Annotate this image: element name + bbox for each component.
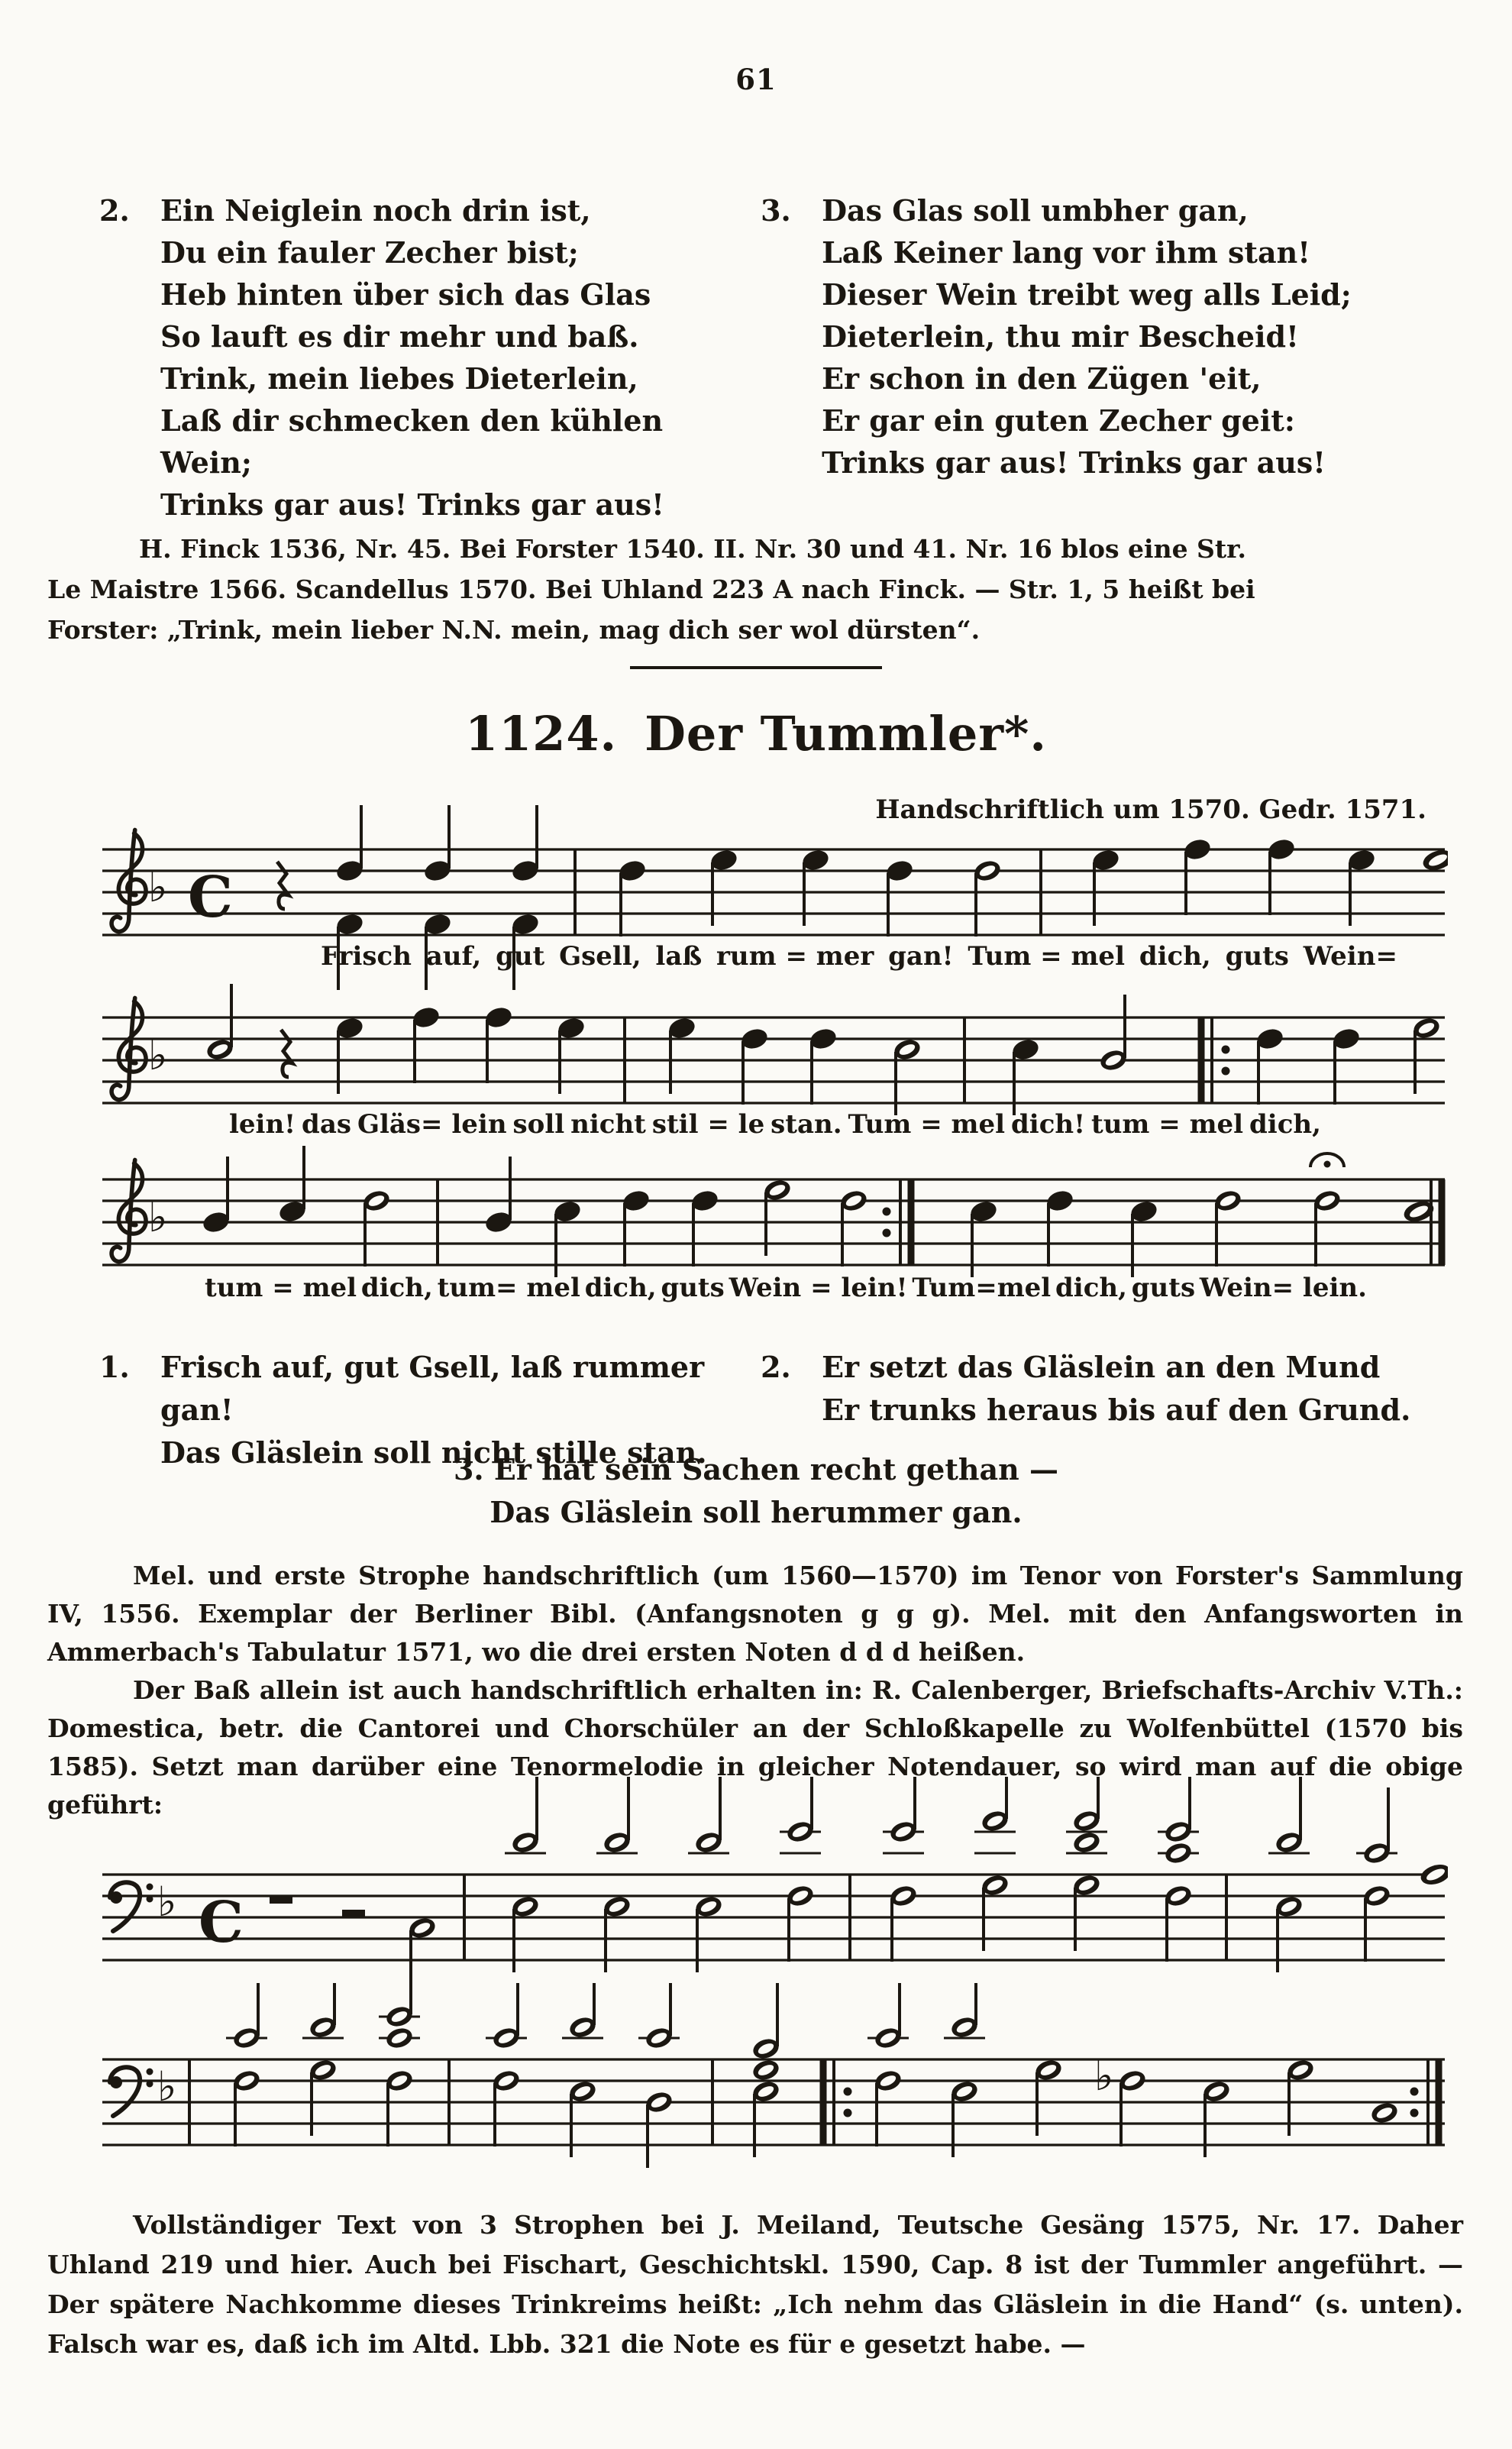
- lyric-syllable: laß: [655, 941, 703, 972]
- lyric-syllable: Tum = mel: [968, 941, 1125, 972]
- flat-sign-icon: ♭: [148, 1031, 168, 1079]
- verse-line: Das Gläslein soll nicht stille stan.: [160, 1435, 707, 1470]
- lyric-syllable: Tum = mel: [848, 1109, 1006, 1140]
- verse-line: Dieterlein, thu mir Bescheid!: [822, 319, 1299, 354]
- verse-line: Laß Keiner lang vor ihm stan!: [822, 235, 1310, 270]
- music-staff-2: [98, 979, 1448, 1170]
- lyric-syllable: guts: [661, 1273, 725, 1303]
- lyric-syllable: stil = le: [651, 1109, 765, 1140]
- verse-line: Dieser Wein treibt weg alls Leid;: [822, 277, 1352, 312]
- verse-line: Ein Neiglein noch drin ist,: [160, 193, 591, 228]
- verse-line: Er gar ein guten Zecher geit:: [822, 403, 1295, 438]
- flat-sign-icon: ♭: [148, 863, 168, 911]
- verse-number: 1.: [99, 1350, 130, 1384]
- verse-line: Trinks gar aus! Trinks gar aus!: [160, 487, 664, 522]
- verse-3-block: [761, 189, 1436, 526]
- lyric-syllable: tum= mel: [437, 1273, 580, 1303]
- song-heading: [0, 706, 1512, 762]
- lyric-syllable: lein!: [229, 1109, 296, 1140]
- verse-line: So lauft es dir mehr und baß.: [160, 319, 639, 354]
- lyric-syllable: gut: [496, 941, 545, 972]
- song-title: Der Tummler*.: [645, 706, 1048, 762]
- lyric-syllable: tum = mel: [205, 1273, 357, 1303]
- music-staff-3: [98, 1144, 1448, 1335]
- verse-3-centered: [0, 1448, 1512, 1534]
- lyric-syllable: nicht: [570, 1109, 646, 1140]
- verse-line: Laß dir schmecken den kühlen Wein;: [160, 403, 664, 480]
- treble-clef-icon: [111, 830, 146, 931]
- lyrics-line-3: [205, 1273, 1367, 1303]
- note-head: [1369, 2100, 1400, 2125]
- section-divider: [630, 666, 882, 669]
- note-head: [1420, 846, 1448, 873]
- time-signature-c: C: [199, 1890, 244, 1956]
- verse-line: Er trunks heraus bis auf den Grund.: [822, 1393, 1411, 1427]
- verse-line: Frisch auf, gut Gsell, laß rummer gan!: [160, 1350, 705, 1427]
- note-head: [384, 2025, 415, 2050]
- verse-line: Du ein fauler Zecher bist;: [160, 235, 579, 270]
- lyric-syllable: stan.: [771, 1109, 842, 1140]
- verse-2-block: [99, 189, 761, 526]
- note-head: [751, 2057, 781, 2082]
- verse-line: Das Glas soll umbher gan,: [822, 193, 1249, 228]
- lyric-syllable: guts: [1225, 941, 1289, 972]
- verse-number: 2.: [761, 1350, 791, 1384]
- footnote-paragraph: Vollständiger Text von 3 Strophen bei J. Meiland, Teutsche Gesäng 1575, Nr. 17. Daher Uhland 219 und hier. Auch bei Fischart, Geschichtskl. 1590, Cap. 8 ist der Tummler angeführt. — Der spätere Nachkomme dieses Trinkreims heißt: „Ich nehm das Gläslein in die Hand“ (s. unten). Falsch war es, daß ich im Altd. Lbb. 321 die Note es für e gesetzt habe. —: [47, 2210, 1463, 2359]
- commentary-paragraph-2: Der Baß allein ist auch handschriftlich erhalten in: R. Calenberger, Briefschafts-Archiv V.Th.: Domestica, betr. die Cantorei und Chorschüler an der Schloßkapelle zu Wolfenbüttel (1570 bis 1585). Setzt man darüber eine Tenormelodie in gleicher Notendauer, so wird man auf die obige geführt:: [47, 1675, 1463, 1820]
- lyric-syllable: soll: [512, 1109, 565, 1140]
- note-head: [1163, 1840, 1194, 1865]
- lyric-syllable: rum = mer: [716, 941, 874, 972]
- verse-line: Das Gläslein soll herummer gan.: [489, 1495, 1023, 1529]
- flat-sign-icon: ♭: [157, 1878, 177, 1926]
- lyric-syllable: gan!: [888, 941, 954, 972]
- lyric-syllable: Gsell,: [559, 941, 641, 972]
- note-head: [1418, 1861, 1448, 1888]
- commentary-paragraph-1: Mel. und erste Strophe handschriftlich (um 1560—1570) im Tenor von Forster's Sammlung IV, 1556. Exemplar der Berliner Bibl. (Anfangsnoten g g g). Mel. mit den Anfangsworten in Ammerbach's Tabulatur 1571, wo die drei ersten Noten d d d heißen.: [47, 1561, 1463, 1667]
- song-number: 1124.: [464, 706, 618, 762]
- treble-clef-icon: [111, 998, 146, 1099]
- bass-clef-icon: [110, 2067, 153, 2116]
- lyric-syllable: guts: [1131, 1273, 1196, 1303]
- lyric-syllable: dich,: [1055, 1273, 1127, 1303]
- lyric-syllable: Wein = lein!: [729, 1273, 908, 1303]
- flat-sign-icon: ♭: [157, 2062, 177, 2111]
- bass-staff-2: [98, 1983, 1448, 2212]
- note-head: [1071, 1829, 1102, 1855]
- lyric-syllable: Gläs= lein: [357, 1109, 507, 1140]
- verse-number: 2.: [99, 193, 130, 228]
- lyric-syllable: tum = mel: [1091, 1109, 1244, 1140]
- verse-line: Trinks gar aus! Trinks gar aus!: [822, 445, 1326, 480]
- flat-sign-icon: ♭: [1094, 2052, 1114, 2100]
- verse-line: Heb hinten über sich das Glas: [160, 277, 651, 312]
- rest-block-icon: [342, 1910, 365, 1917]
- verse-line: Er schon in den Zügen 'eit,: [822, 361, 1262, 396]
- rest-block-icon: [270, 1896, 292, 1904]
- lyric-syllable: dich,: [1249, 1109, 1321, 1140]
- lyric-syllable: Tum=mel: [912, 1273, 1052, 1303]
- quarter-rest-icon: [277, 862, 289, 909]
- source-note-line: Forster: „Trink, mein lieber N.N. mein, mag dich ser wol dürsten“.: [47, 615, 981, 645]
- page-number: 61: [735, 63, 777, 96]
- verse-line: 3. Er hat sein Sachen recht gethan —: [453, 1452, 1059, 1487]
- verse-line: Trink, mein liebes Dieterlein,: [160, 361, 638, 396]
- lyric-syllable: Wein=: [1303, 941, 1397, 972]
- lyric-syllable: dich!: [1011, 1109, 1086, 1140]
- lyrics-line-1: [321, 941, 1397, 972]
- flat-sign-icon: ♭: [148, 1193, 168, 1241]
- verse-line: Er setzt das Gläslein an den Mund: [822, 1350, 1381, 1384]
- lyric-syllable: Frisch: [321, 941, 412, 972]
- lyric-syllable: Wein= lein.: [1199, 1273, 1367, 1303]
- source-note-line: Le Maistre 1566. Scandellus 1570. Bei Uhland 223 A nach Finck. — Str. 1, 5 heißt bei: [47, 574, 1255, 604]
- lyrics-line-2: [229, 1109, 1321, 1140]
- lyric-syllable: dich,: [1139, 941, 1211, 972]
- source-note: [47, 529, 1463, 650]
- lyric-syllable: auf,: [425, 941, 482, 972]
- treble-clef-icon: [111, 1160, 146, 1261]
- lyric-syllable: dich,: [584, 1273, 657, 1303]
- source-note-line: H. Finck 1536, Nr. 45. Bei Forster 1540. II. Nr. 30 und 41. Nr. 16 blos eine Str.: [139, 534, 1246, 564]
- bass-clef-icon: [110, 1882, 153, 1931]
- quarter-rest-icon: [281, 1030, 292, 1077]
- top-verses: [99, 189, 1436, 526]
- lyric-syllable: dich,: [360, 1273, 433, 1303]
- verse-number: 3.: [761, 193, 791, 228]
- lyric-syllable: das: [302, 1109, 351, 1140]
- date-note: Handschriftlich um 1570. Gedr. 1571.: [875, 794, 1426, 825]
- time-signature-c: C: [188, 865, 233, 930]
